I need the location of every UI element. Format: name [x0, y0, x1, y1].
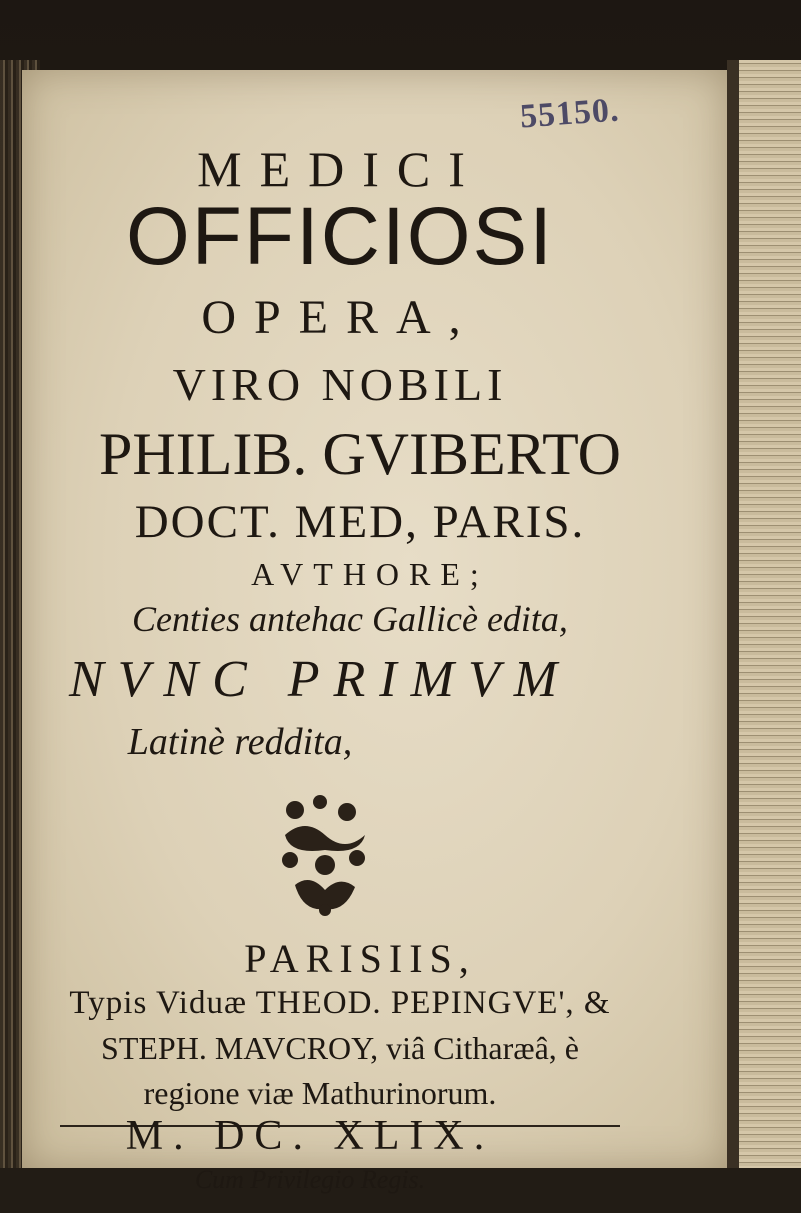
imprint-place: PARISIIS,	[244, 936, 476, 981]
imprint-privilege: Cum Privilegio Regis.	[194, 1165, 426, 1194]
title-line-2: OFFICIOSI	[126, 191, 554, 282]
shelfmark: 55150.	[518, 91, 621, 136]
imprint-region: regione viæ Mathurinorum.	[143, 1075, 497, 1111]
author-label: AVTHORE;	[251, 556, 489, 592]
edition-note: Centies antehac Gallicè edita,	[132, 599, 568, 639]
printer-ornament-icon	[265, 790, 385, 920]
edition-latin: Latinè reddita,	[127, 721, 353, 763]
title-line-4: VIRO NOBILI	[172, 359, 508, 410]
title-line-1: MEDICI	[197, 141, 483, 197]
author-name: PHILIB. GVIBERTO	[99, 421, 621, 487]
page-edges	[727, 60, 801, 1170]
imprint-date: M. DC. XLIX.	[125, 1113, 495, 1159]
title-line-3: OPERA,	[201, 291, 479, 344]
imprint-street: STEPH. MAVCROY, viâ Citharæâ, è	[101, 1030, 579, 1066]
edition-nunc: NVNC PRIMVM	[68, 651, 572, 708]
imprint-printer: Typis Viduæ THEOD. PEPINGVE', &	[69, 985, 611, 1021]
author-degree: DOCT. MED, PARIS.	[134, 496, 586, 548]
